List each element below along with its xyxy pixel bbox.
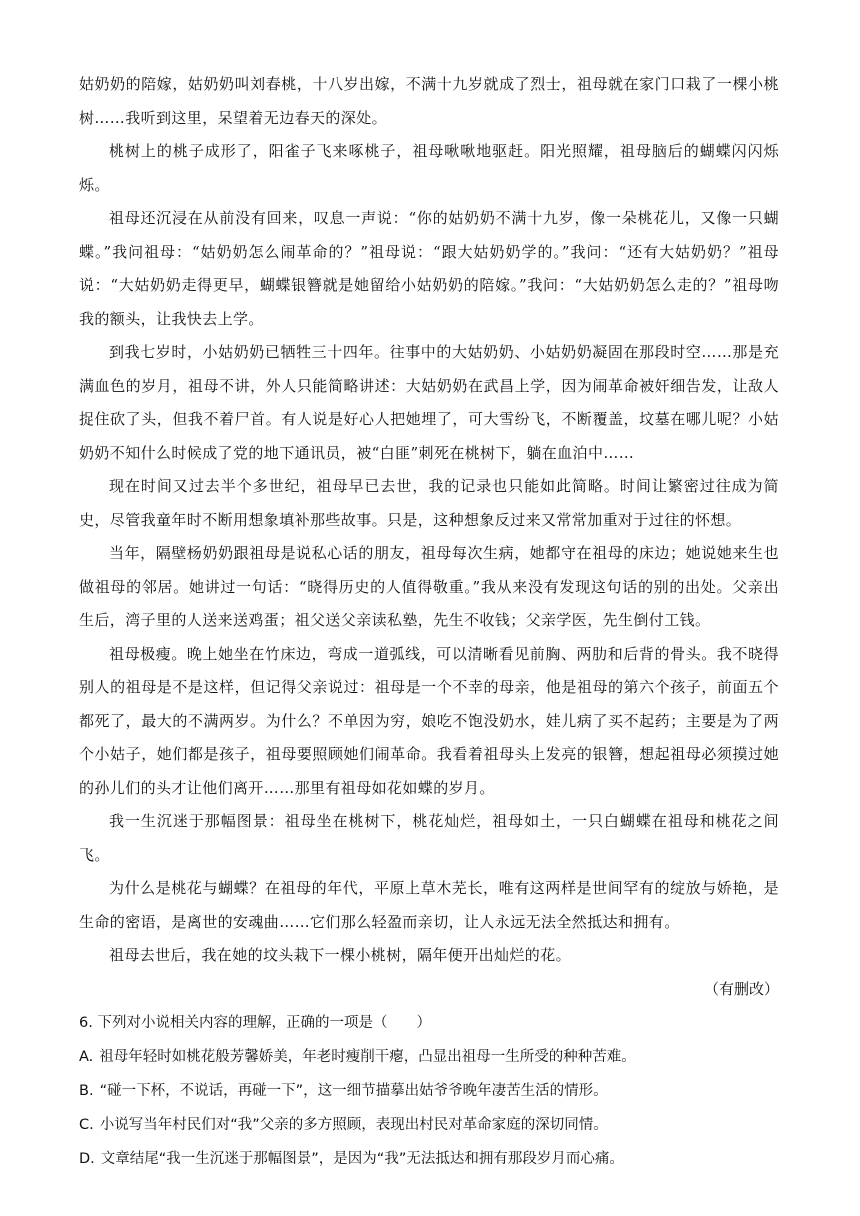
- passage-paragraph-4: 到我七岁时，小姑奶奶已牺牲三十四年。往事中的大姑奶奶、小姑奶奶凝固在那段时空……那是充满血色的岁月，祖母不讲，外人只能简略讲述：大姑奶奶在武昌上学，因为闹革命被奸细告发，让敌人捉住砍了头，但我不着尸首。有人说是好心人把她埋了，可大雪纷飞，不断覆盖，坟墓在哪儿呢？小姑奶奶不知什么时候成了党的地下通讯员，被“白匪”刺死在桃树下，躺在血泊中……: [79, 343, 779, 462]
- document-page: [79, 68, 779, 1176]
- passage-paragraph-7: 祖母极瘦。晚上她坐在竹床边，弯成一道弧线，可以清晰看见前胸、两肋和后背的骨头。我不晓得别人的祖母是不是这样，但记得父亲说过：祖母是一个不幸的母亲，他是祖母的第六个孩子，前面五个都死了，最大的不满两岁。为什么？不单因为穷，娘吃不饱没奶水，娃儿病了买不起药；主要是为了两个小姑子，她们都是孩子，祖母要照顾她们闹革命。我看着祖母头上发亮的银簪，想起祖母必须摸过她的孙儿们的头才让他们离开……那里有祖母如花如蝶的岁月。: [79, 644, 779, 797]
- option-letter: D.: [79, 1151, 95, 1167]
- passage-paragraph-6: 当年，隔壁杨奶奶跟祖母是说私心话的朋友，祖母每次生病，她都守在祖母的床边；她说她来生也做祖母的邻居。她讲过一句话：“晓得历史的人值得敬重。”我从来没有发现这句话的别的出处。父亲出生后，湾子里的人送来送鸡蛋；祖父送父亲读私塾，先生不收钱；父亲学医，先生倒付工钱。: [79, 544, 779, 629]
- option-b: [79, 1074, 779, 1108]
- passage-paragraph-5: 现在时间又过去半个多世纪，祖母早已去世，我的记录也只能如此简略。时间让繁密过往成为简史，尽管我童年时不断用想象填补那些故事。只是，这种想象反过来又常常加重对于过往的怀想。: [79, 477, 779, 529]
- option-c: [79, 1108, 779, 1142]
- option-text: 文章结尾“我一生沉迷于那幅图景”，是因为“我”无法抵达和拥有那段岁月而心痛。: [100, 1151, 624, 1167]
- option-letter: B.: [79, 1083, 94, 1099]
- option-letter: A.: [79, 1049, 94, 1065]
- passage-paragraph-8: 我一生沉迷于那幅图景：祖母坐在桃树下，桃花灿烂，祖母如土，一只白蝴蝶在祖母和桃花之间飞。: [79, 812, 779, 864]
- question-stem: 6. 下列对小说相关内容的理解，正确的一项是（ ）: [79, 1015, 431, 1031]
- option-text: 祖母年轻时如桃花般芳馨娇美，年老时瘦削干瘪，凸显出祖母一生所受的种种苦难。: [99, 1049, 636, 1065]
- passage-paragraph-1: 姑奶奶的陪嫁，姑奶奶叫刘春桃，十八岁出嫁，不满十九岁就成了烈士，祖母就在家门口栽了一棵小桃树……我听到这里，呆望着无边春天的深处。: [79, 75, 779, 127]
- option-text: “碰一下杯，不说话，再碰一下”，这一细节描摹出姑爷爷晚年凄苦生活的情形。: [99, 1083, 608, 1099]
- passage-paragraph-2: 桃树上的桃子成形了，阳雀子飞来啄桃子，祖母啾啾地驱赶。阳光照耀，祖母脑后的蝴蝶闪闪烁烁。: [79, 142, 779, 194]
- option-d: [79, 1142, 779, 1176]
- option-a: [79, 1040, 779, 1074]
- passage-paragraph-3: 祖母还沉浸在从前没有回来，叹息一声说：“你的姑奶奶不满十九岁，像一朵桃花儿，又像一只蝴蝶。”我问祖母：“姑奶奶怎么闹革命的？”祖母说：“跟大姑奶奶学的。”我问：“还有大姑奶奶？”祖母说：“大姑奶奶走得更早，蝴蝶银簪就是她留给小姑奶奶的陪嫁。”我问：“大姑奶奶怎么走的？”祖母吻我的额头，让我快去上学。: [79, 209, 779, 328]
- passage-paragraph-10: 祖母去世后，我在她的坟头栽下一棵小桃树，隔年便开出灿烂的花。: [109, 946, 572, 964]
- option-text: 小说写当年村民们对“我”父亲的多方照顾，表现出村民对革命家庭的深切同情。: [99, 1117, 608, 1133]
- option-letter: C.: [79, 1117, 94, 1133]
- source-note: （有删改）: [703, 979, 779, 998]
- passage-paragraph-9: 为什么是桃花与蝴蝶？在祖母的年代，平原上草木芜长，唯有这两样是世间罕有的绽放与娇艳，是生命的密语，是离世的安魂曲……它们那么轻盈而亲切，让人永远无法全然抵达和拥有。: [79, 879, 779, 931]
